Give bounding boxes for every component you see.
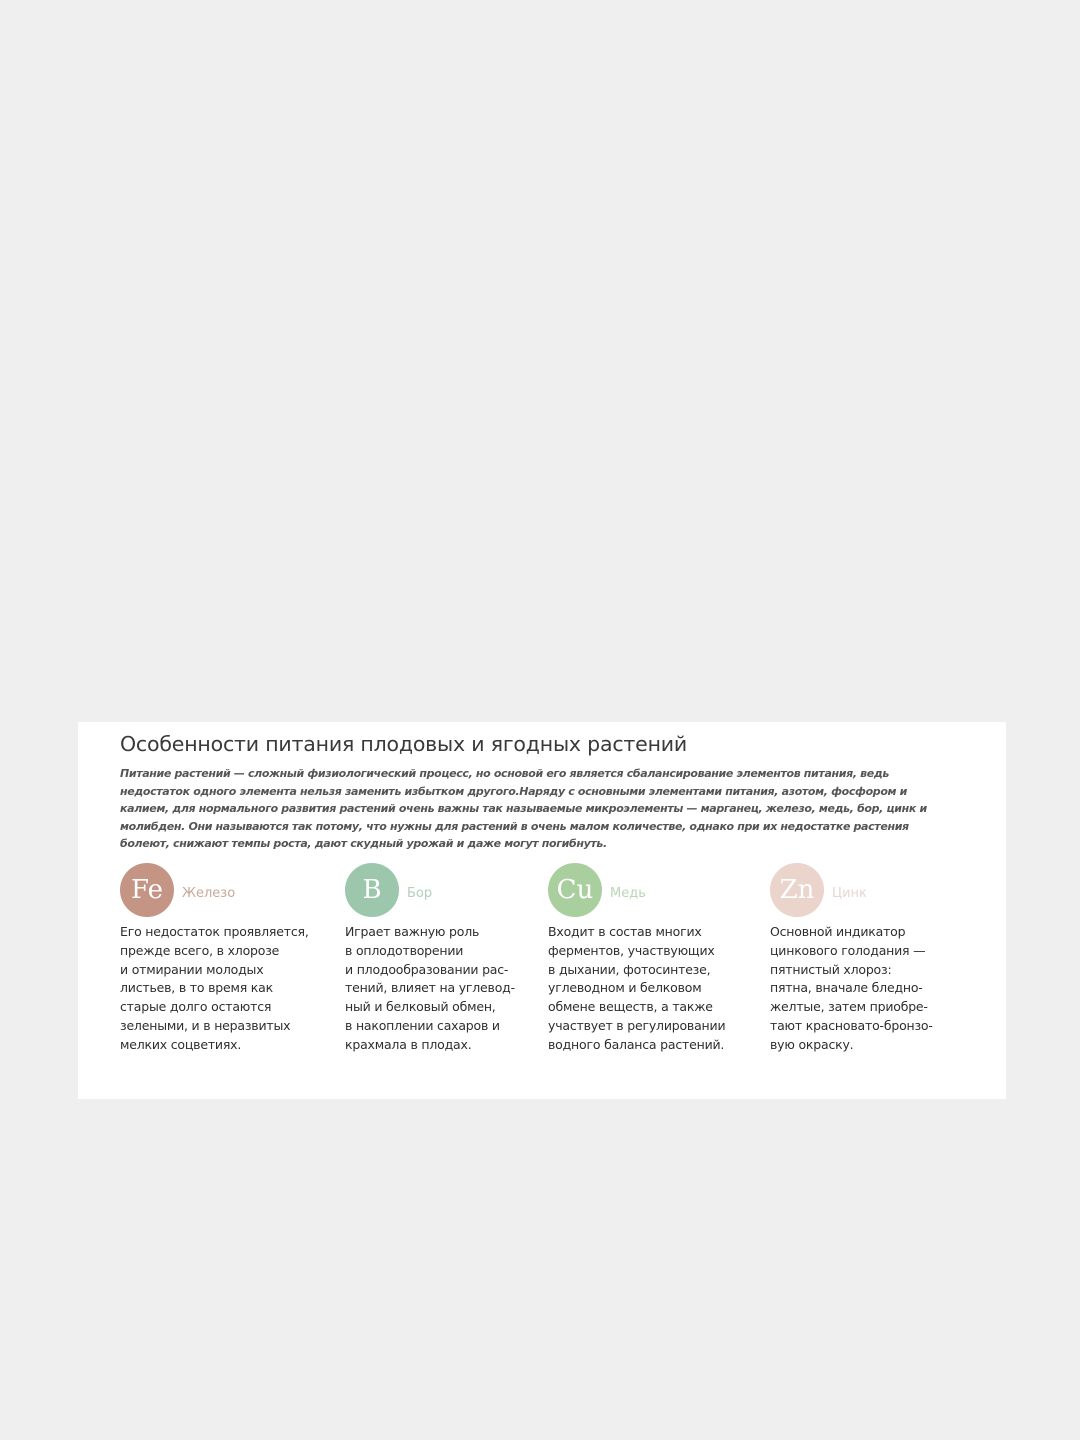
element-header: [770, 862, 995, 917]
copper-symbol-badge: Cu: [548, 863, 602, 917]
iron-description: Его недостаток проявляется, прежде всего, в хлорозе и отмирании молодых листьев, в то время как старые долго остаются зелеными, и в неразвитых мелких соцветиях.: [120, 924, 309, 1052]
article-title: Особенности питания плодовых и ягодных растений: [120, 732, 688, 756]
element-iron: [120, 862, 345, 1055]
element-header: [345, 862, 548, 917]
boron-description: Играет важную роль в оплодотворении и плодообразовании рас- тений, влияет на углевод- ный и белковый обмен, в накоплении сахаров и крахмала в плодах.: [345, 924, 515, 1052]
element-zinc: [770, 862, 995, 1055]
element-copper: [548, 862, 770, 1055]
elements-row: [120, 862, 995, 1055]
zinc-description: Основной индикатор цинкового голодания — пятнистый хлороз: пятна, вначале бледно- желтые, затем приобре- тают красновато-бронзо- вую окраску.: [770, 924, 933, 1052]
element-header: [120, 862, 345, 917]
copper-description: Входит в состав многих ферментов, участвующих в дыхании, фотосинтезе, углеводном и белковом обмене веществ, а также участвует в регулировании водного баланса растений.: [548, 924, 726, 1052]
copper-name: Медь: [610, 886, 646, 901]
zinc-name: Цинк: [832, 886, 867, 901]
element-boron: [345, 862, 548, 1055]
intro-paragraph: Питание растений — сложный физиологический процесс, но основой его является сбалансирование элементов питания, ведь недостаток одного элемента нельзя заменить избытком другого.Наряду с основными элементами питания, азотом, фосфором и калием, для нормального развития растений очень важны так называемые микроэлементы — марганец, железо, медь, бор, цинк и молибден. Они называются так потому, что нужны для растений в очень малом количестве, однако при их недостатке растения болеют, снижают темпы роста, дают скудный урожай и даже могут погибнуть.: [120, 767, 927, 850]
boron-name: Бор: [407, 886, 433, 901]
zinc-symbol-badge: Zn: [770, 863, 824, 917]
boron-symbol-badge: B: [345, 863, 399, 917]
iron-name: Железо: [182, 886, 236, 901]
element-header: [548, 862, 770, 917]
article-card: [78, 722, 1006, 1099]
iron-symbol-badge: Fe: [120, 863, 174, 917]
